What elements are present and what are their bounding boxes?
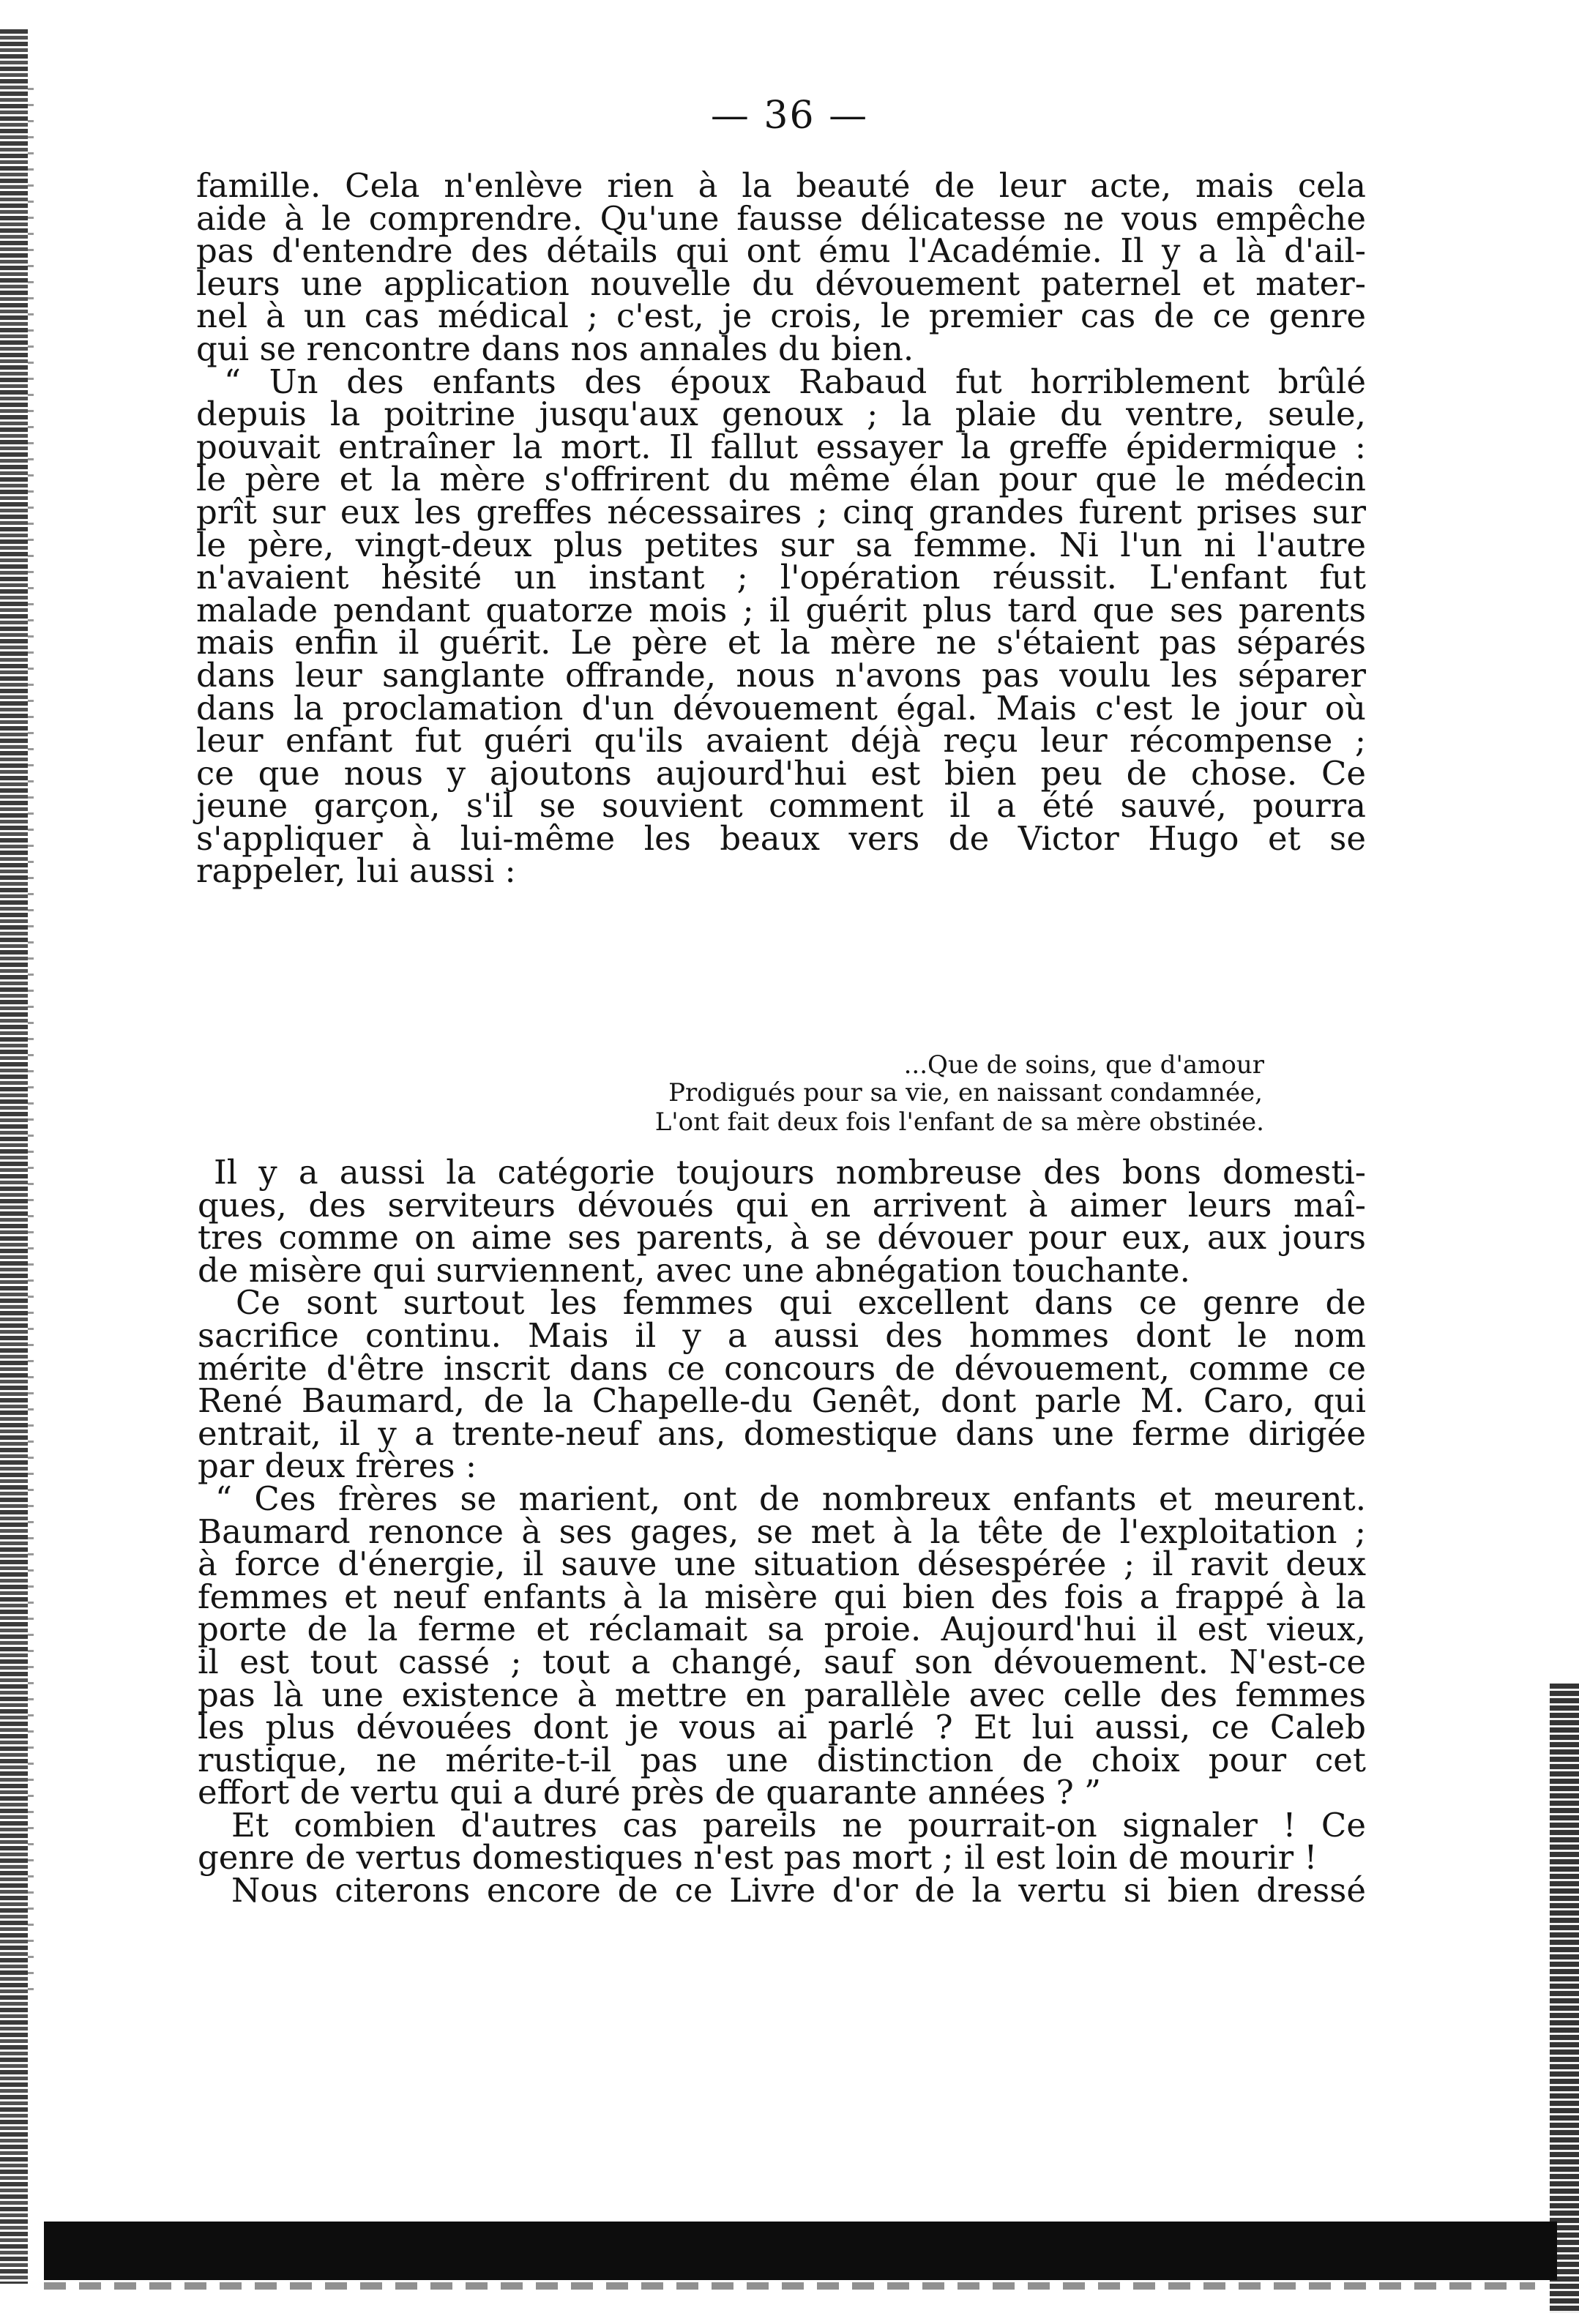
paragraph-3-line: Il y a aussi la catégorie toujours nombreuse des bons domesti- xyxy=(214,1153,1366,1192)
paragraph-4-line: sacrifice continu. Mais il y a aussi des hommes dont le nom xyxy=(198,1315,1366,1355)
paragraph-1-line: leurs une application nouvelle du dévouement paternel et mater- xyxy=(196,264,1366,303)
paragraph-4-line: Ce sont surtout les femmes qui excellent dans ce genre de xyxy=(236,1283,1366,1323)
page-number: — 36 — xyxy=(710,94,869,138)
paragraph-2-line: n'avaient hésité un instant ; l'opération réussit. L'enfant fut xyxy=(196,558,1366,597)
paragraph-3-line: tres comme on aime ses parents, à se dévouer pour eux, aux jours xyxy=(198,1218,1366,1258)
paragraph-2-line: ce que nous y ajoutons aujourd'hui est bien peu de chose. Ce xyxy=(196,753,1366,793)
paragraph-2-line: mais enfin il guérit. Le père et la mère ne s'étaient pas séparés xyxy=(196,623,1366,662)
paragraph-2-line: le père, vingt-deux plus petites sur sa femme. Ni l'un ni l'autre xyxy=(196,525,1366,564)
paragraph-2-line: s'appliquer à lui-même les beaux vers de Victor Hugo et se xyxy=(196,818,1366,858)
paragraph-2-line: rappeler, lui aussi : xyxy=(196,851,516,891)
paragraph-2-line: dans la proclamation d'un dévouement égal. Mais c'est le jour où xyxy=(196,688,1366,728)
paragraph-5-line: “ Ces frères se marient, ont de nombreux enfants et meurent. xyxy=(215,1479,1366,1518)
paragraph-2-line: jeune garçon, s'il se souvient comment il a été sauvé, pourra xyxy=(196,786,1366,826)
paragraph-2-line: pouvait entraîner la mort. Il fallut essayer la greffe épidermique : xyxy=(196,427,1366,466)
binding-edge-left xyxy=(0,29,28,2284)
paragraph-5-line: pas là une existence à mettre en parallèle avec celle des femmes xyxy=(198,1675,1366,1714)
paragraph-6-line: Et combien d'autres cas pareils ne pourrait-on signaler ! Ce xyxy=(231,1805,1366,1845)
upper-text-block xyxy=(196,166,1366,891)
paragraph-4-line: par deux frères : xyxy=(198,1446,477,1486)
paragraph-1-line: nel à un cas médical ; c'est, je crois, le premier cas de ce genre xyxy=(196,296,1366,336)
paragraph-1-line: aide à le comprendre. Qu'une fausse délicatesse ne vous empêche xyxy=(196,198,1366,238)
lower-text-block xyxy=(198,1153,1366,1910)
paragraph-2-line: depuis la poitrine jusqu'aux genoux ; la plaie du ventre, seule, xyxy=(196,395,1366,434)
paragraph-2-line: prît sur eux les greffes nécessaires ; cinq grandes furent prises sur xyxy=(196,492,1366,531)
paragraph-1-line: famille. Cela n'enlève rien à la beauté de leur acte, mais cela xyxy=(196,166,1366,205)
paragraph-5-line: rustique, ne mérite-t-il pas une distinction de choix pour cet xyxy=(198,1740,1366,1779)
paragraph-5-line: à force d'énergie, il sauve une situation désespérée ; il ravit deux xyxy=(198,1544,1366,1584)
paragraph-3-line: ques, des serviteurs dévoués qui en arrivent à aimer leurs maî- xyxy=(198,1185,1366,1225)
scan-bottom-marks xyxy=(44,2282,1535,2290)
paragraph-4-line: mérite d'être inscrit dans ce concours de dévouement, comme ce xyxy=(198,1348,1366,1388)
paragraph-2-line: malade pendant quatorze mois ; il guérit plus tard que ses parents xyxy=(196,590,1366,629)
verse-line: ...Que de soins, que d'amour xyxy=(903,1050,1264,1080)
paragraph-6-line: genre de vertus domestiques n'est pas mort ; il est loin de mourir ! xyxy=(198,1838,1318,1877)
paragraph-2-line: “ Un des enfants des époux Rabaud fut horriblement brûlé xyxy=(224,362,1366,401)
paragraph-5-line: les plus dévouées dont je vous ai parlé ? Et lui aussi, ce Caleb xyxy=(198,1708,1366,1747)
paragraph-3-line: de misère qui surviennent, avec une abnégation touchante. xyxy=(198,1250,1190,1290)
paragraph-2-line: leur enfant fut guéri qu'ils avaient déjà reçu leur récompense ; xyxy=(196,721,1366,761)
paragraph-4-line: René Baumard, de la Chapelle-du Genêt, dont parle M. Caro, qui xyxy=(198,1381,1366,1421)
paragraph-5-line: effort de vertu qui a duré près de quarante années ? ” xyxy=(198,1773,1102,1812)
paragraph-5-line: porte de la ferme et réclamait sa proie. Aujourd'hui il est vieux, xyxy=(198,1610,1366,1649)
page-edge-right xyxy=(1550,1684,1579,2313)
paragraph-1-line: pas d'entendre des détails qui ont ému l'Académie. Il y a là d'ail- xyxy=(196,231,1366,271)
paragraph-4-line: entrait, il y a trente-neuf ans, domestique dans une ferme dirigée xyxy=(198,1413,1366,1453)
scan-bottom-bar xyxy=(44,2222,1557,2280)
verse-line: L'ont fait deux fois l'enfant de sa mère obstinée. xyxy=(654,1107,1264,1137)
paragraph-2-line: dans leur sanglante offrande, nous n'avons pas voulu les séparer xyxy=(196,655,1366,695)
paragraph-1-line: qui se rencontre dans nos annales du bien. xyxy=(196,329,914,368)
paragraph-2-line: le père et la mère s'offrirent du même élan pour que le médecin xyxy=(196,460,1366,499)
binding-edge-marks xyxy=(28,88,34,1991)
paragraph-7-line: Nous citerons encore de ce Livre d'or de la vertu si bien dressé xyxy=(231,1871,1366,1910)
paragraph-5-line: Baumard renonce à ses gages, se met à la tête de l'exploitation ; xyxy=(198,1512,1366,1551)
verse-line: Prodigués pour sa vie, en naissant condamnée, xyxy=(668,1078,1263,1107)
paragraph-5-line: femmes et neuf enfants à la misère qui bien des fois a frappé à la xyxy=(198,1577,1366,1616)
paragraph-5-line: il est tout cassé ; tout a changé, sauf son dévouement. N'est-ce xyxy=(198,1642,1366,1681)
